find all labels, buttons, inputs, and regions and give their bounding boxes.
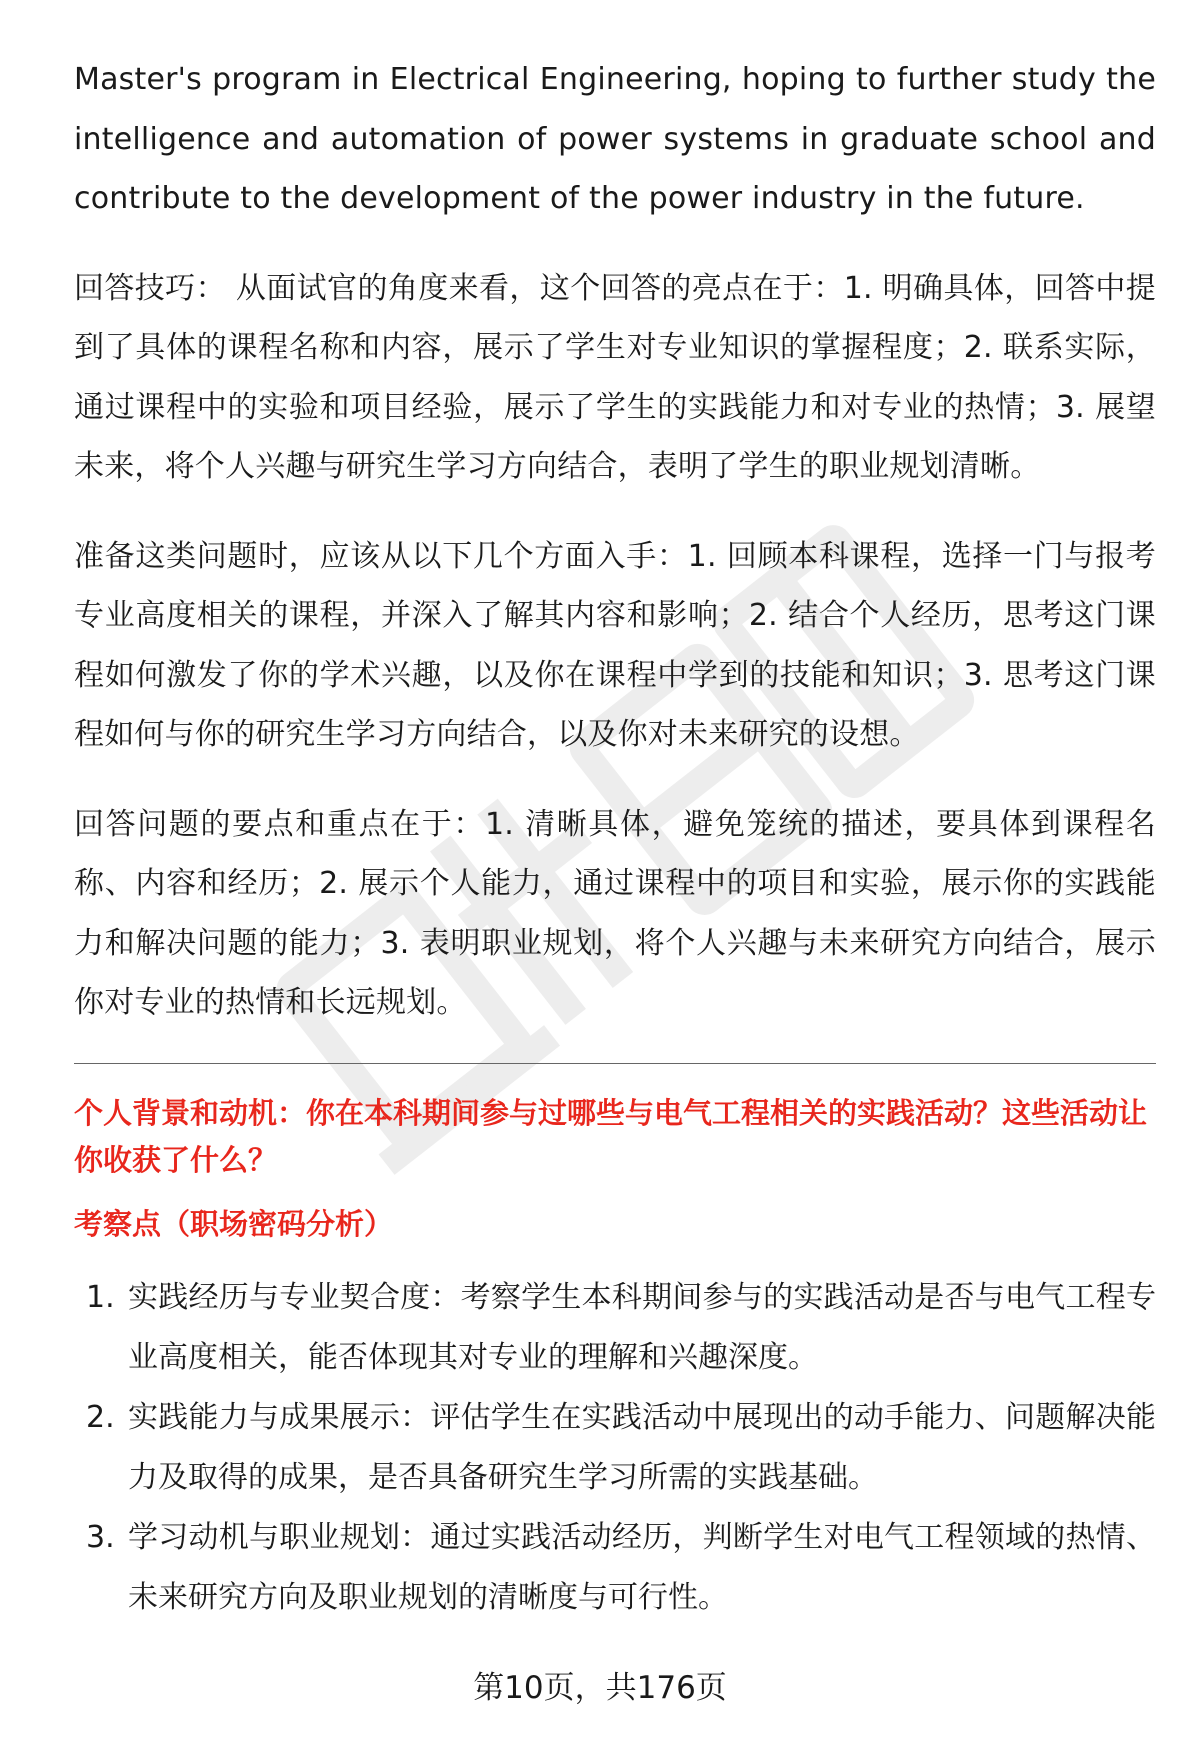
- answer-tips-paragraph: 回答技巧： 从面试官的角度来看，这个回答的亮点在于：1. 明确具体，回答中提到了具体的课程名称和内容，展示了学生对专业知识的掌握程度；2. 联系实际，通过课程中的实验和项目经验，展示了学生的实践能力和对专业的热情；3. 展望未来，将个人兴趣与研究生学习方向结合，表明了学生的职业规划清晰。: [74, 270, 1156, 484]
- list-item-number: 3.: [86, 1519, 115, 1555]
- page-footer: 第10页，共176页: [473, 1670, 727, 1706]
- list-item: [74, 1268, 1156, 1388]
- assessment-points-list: [74, 1268, 1156, 1628]
- list-item-text: 实践经历与专业契合度：考察学生本科期间参与的实践活动是否与电气工程专业高度相关，能否体现其对专业的理解和兴趣深度。: [128, 1279, 1156, 1375]
- assessment-points-heading: 考察点（职场密码分析）: [74, 1206, 394, 1241]
- list-item: [74, 1508, 1156, 1628]
- section-divider: [74, 1063, 1156, 1064]
- list-item: [74, 1388, 1156, 1508]
- preparation-paragraph: 准备这类问题时，应该从以下几个方面入手：1. 回顾本科课程，选择一门与报考专业高度相关的课程，并深入了解其内容和影响；2. 结合个人经历，思考这门课程如何激发了你的学术兴趣，以及你在课程中学到的技能和知识；3. 思考这门课程如何与你的研究生学习方向结合，以及你对未来研究的设想。: [74, 538, 1156, 752]
- list-item-number: 2.: [86, 1399, 115, 1435]
- list-item-text: 实践能力与成果展示：评估学生在实践活动中展现出的动手能力、问题解决能力及取得的成果，是否具备研究生学习所需的实践基础。: [128, 1399, 1156, 1495]
- question-heading: 个人背景和动机：你在本科期间参与过哪些与电气工程相关的实践活动？这些活动让你收获了什么？: [74, 1095, 1148, 1177]
- document-content: [74, 50, 1156, 1628]
- intro-paragraph: Master's program in Electrical Engineering, hoping to further study the intelligence and automation of power systems in graduate school and contribute to the development of the power industry in the future.: [74, 62, 1156, 216]
- list-item-number: 1.: [86, 1279, 115, 1315]
- list-item-text: 学习动机与职业规划：通过实践活动经历，判断学生对电气工程领域的热情、未来研究方向及职业规划的清晰度与可行性。: [128, 1519, 1156, 1615]
- key-points-paragraph: 回答问题的要点和重点在于：1. 清晰具体，避免笼统的描述，要具体到课程名称、内容和经历；2. 展示个人能力，通过课程中的项目和实验，展示你的实践能力和解决问题的能力；3. 表明职业规划，将个人兴趣与未来研究方向结合，展示你对专业的热情和长远规划。: [74, 806, 1156, 1020]
